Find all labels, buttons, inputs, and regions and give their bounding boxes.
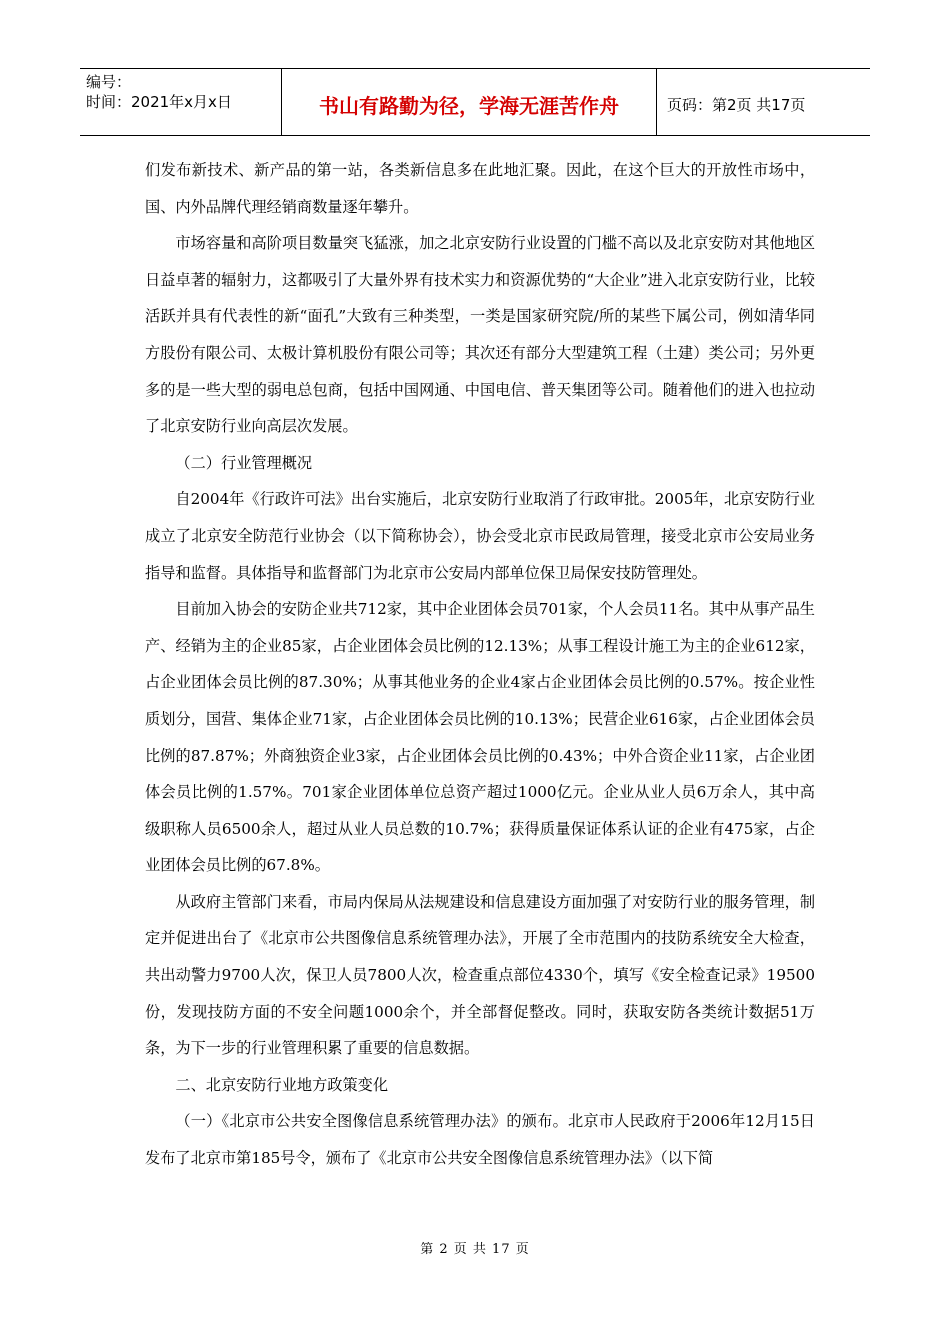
section-heading: （二）行业管理概况 [175,453,313,472]
header-time-label: 时间：2021年x月x日 [86,93,232,111]
header-motto: 书山有路勤为径，学海无涯苦作舟 [282,69,657,135]
section-heading: 二、北京安防行业地方政策变化 [175,1075,389,1094]
header-page-info: 页码：第2页 共17页 [667,95,806,114]
page-header [80,68,870,136]
paragraph: （一）《北京市公共安全图像信息系统管理办法》的颁布。北京市人民政府于2006年12月15日发布了北京市第185号令，颁布了《北京市公共安全图像信息系统管理办法》（以下简 [145,1112,815,1168]
paragraph-continued: 们发布新技术、新产品的第一站，各类新信息多在此地汇聚。因此，在这个巨大的开放性市场中，国、内外品牌代理经销商数量逐年攀升。 [145,161,815,216]
header-meta-cell [80,69,282,135]
document-body [145,152,815,1177]
paragraph: 从政府主管部门来看，市局内保局从法规建设和信息建设方面加强了对安防行业的服务管理，制定并促进出台了《北京市公共图像信息系统管理办法》，开展了全市范围内的技防系统安全大检查，共出动警力9700人次，保卫人员7800人次，检查重点部位4330个，填写《安全检查记录》19500份，发现技防方面的不安全问题1000余个，并全部督促整改。同时，获取安防各类统计数据51万条，为下一步的行业管理积累了重要的信息数据。 [145,892,815,1058]
paragraph: 目前加入协会的安防企业共712家，其中企业团体会员701家，个人会员11名。其中从事产品生产、经销为主的企业85家，占企业团体会员比例的12.13%；从事工程设计施工为主的企业612家，占企业团体会员比例的87.30%；从事其他业务的企业4家占企业团体会员比例的0.57%。按企业性质划分，国营、集体企业71家，占企业团体会员比例的10.13%；民营企业616家，占企业团体会员比例的87.87%；外商独资企业3家，占企业团体会员比例的0.43%；中外合资企业11家，占企业团体会员比例的1.57%。701家企业团体单位总资产超过1000亿元。企业从业人员6万余人，其中高级职称人员6500余人，超过从业人员总数的10.7%；获得质量保证体系认证的企业有475家，占企业团体会员比例的67.8%。 [145,600,815,875]
paragraph: 自2004年《行政许可法》出台实施后，北京安防行业取消了行政审批。2005年，北京安防行业成立了北京安全防范行业协会（以下简称协会），协会受北京市民政局管理，接受北京市公安局业务指导和监督。具体指导和监督部门为北京市公安局内部单位保卫局保安技防管理处。 [145,490,815,582]
header-number-label: 编号： [86,73,132,91]
paragraph: 市场容量和高阶项目数量突飞猛涨，加之北京安防行业设置的门槛不高以及北京安防对其他地区日益卓著的辐射力，这都吸引了大量外界有技术实力和资源优势的“大企业”进入北京安防行业，比较活跃并具有代表性的新“面孔”大致有三种类型，一类是国家研究院/所的某些下属公司，例如清华同方股份有限公司、太极计算机股份有限公司等；其次还有部分大型建筑工程（土建）类公司；另外更多的是一些大型的弱电总包商，包括中国网通、中国电信、普天集团等公司。随着他们的进入也拉动了北京安防行业向高层次发展。 [145,234,815,436]
page-footer: 第 2 页 共 17 页 [420,1242,530,1257]
